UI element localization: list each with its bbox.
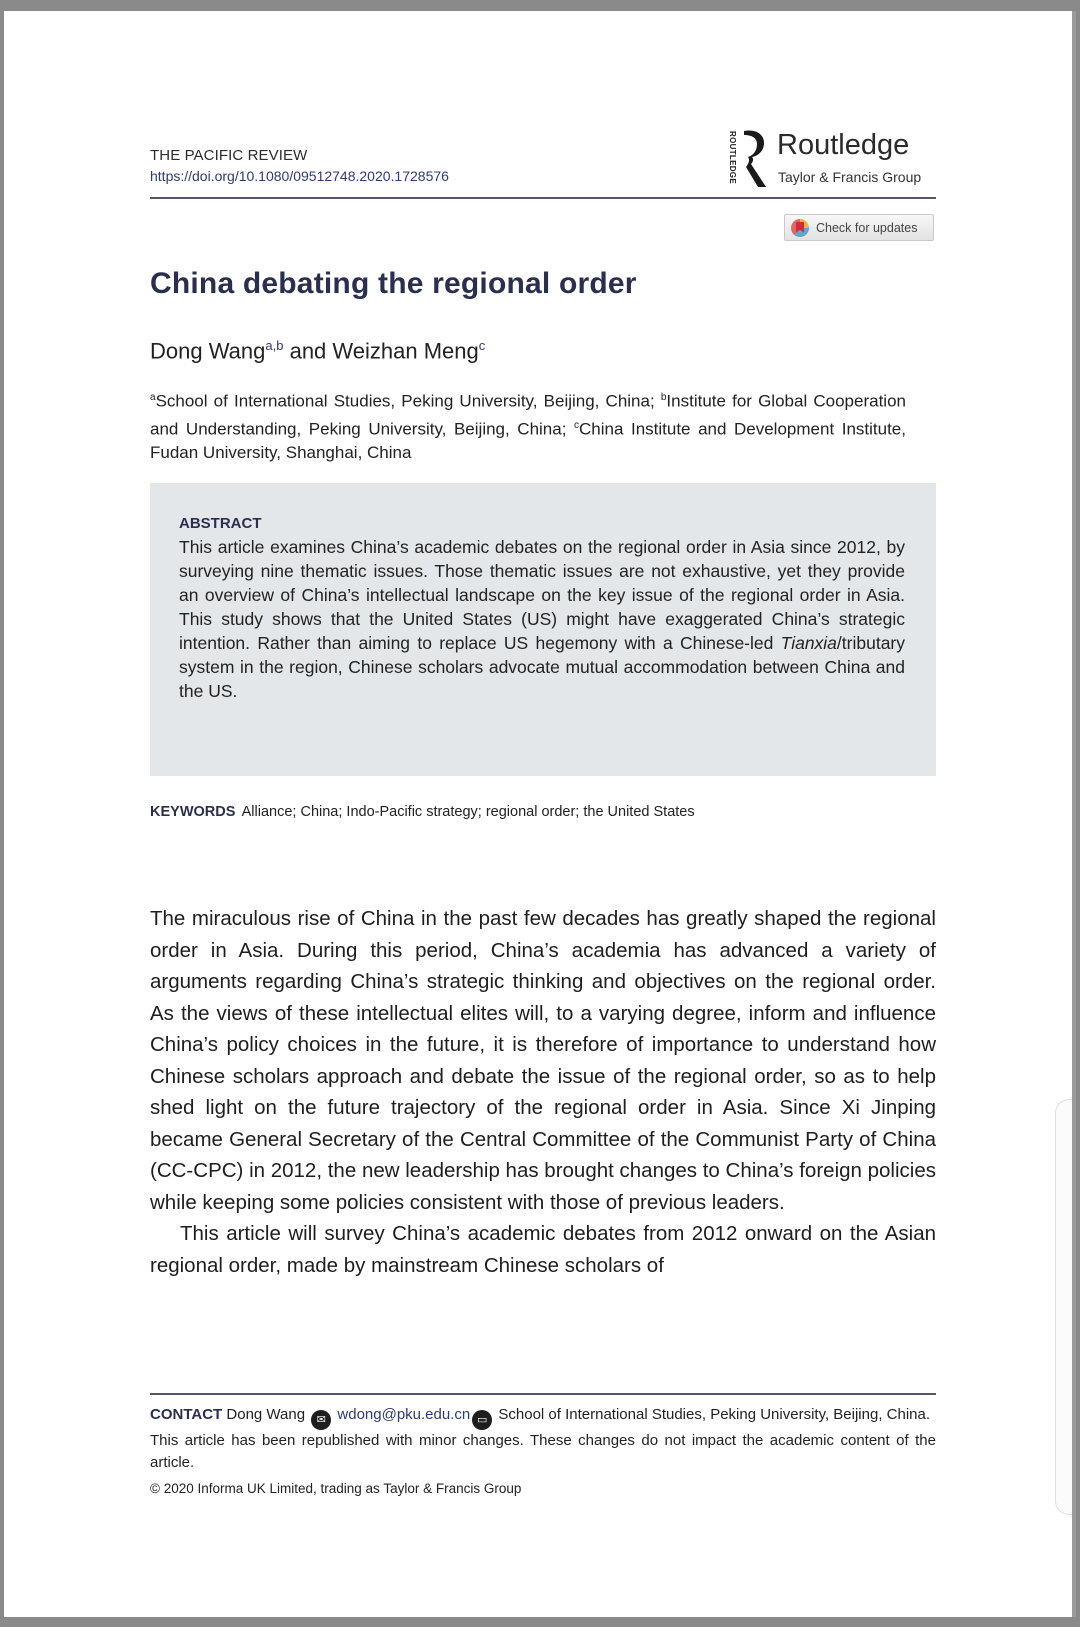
affiliation-text: School of International Studies, Peking University, Beijing, China; [155,391,655,411]
affiliations [150,386,906,465]
logo-side-text: ROUTLEDGE [727,131,737,184]
publisher-group: Taylor & Francis Group [778,169,922,185]
republished-note: This article has been republished with minor changes. These changes do not impact the academic content of the article. [150,1432,936,1471]
crossmark-icon [791,219,809,237]
affiliation-mark: c [574,419,579,431]
abstract-heading: ABSTRACT [179,515,262,532]
publisher-logo [724,129,939,191]
author-affiliation-mark[interactable]: c [478,338,486,353]
contact-email-link[interactable]: wdong@pku.edu.cn [337,1406,471,1423]
document-viewer [4,11,1076,1617]
author-affiliation-mark[interactable]: a,b [265,338,284,353]
author-list [150,338,485,364]
scrollbar-handle[interactable] [1055,1099,1072,1515]
doi-link[interactable]: https://doi.org/10.1080/09512748.2020.1728576 [150,168,449,184]
address-card-icon: ▭ [472,1410,492,1430]
scrollbar-track[interactable] [1072,11,1076,1617]
affiliation-text: China Institute and Development Institute, Fudan University, Shanghai, China [150,419,906,463]
keywords [150,804,695,820]
body-paragraph: The miraculous rise of China in the past few decades has greatly shaped the regional order in Asia. During this period, China’s academia has advanced a variety of arguments regarding China’s strategic thinking and objectives on the regional order. As the views of these intellectual elites will, to a varying degree, inform and influence China’s policy choices in the future, it is therefore of importance to understand how Chinese scholars approach and debate the issue of the regional order, so as to help shed light on the future trajectory of the regional order in Asia. Since Xi Jinping became General Secretary of the Central Committee of the Communist Party of China (CC-CPC) in 2012, the new leadership has brought changes to China’s foreign policies while keeping some policies consistent with those of previous leaders. [150,907,936,1214]
article-body [150,903,936,1281]
author-name: Dong Wang [150,338,266,364]
abstract-italic-term: Tianxia [780,633,837,653]
article-title: China debating the regional order [150,267,637,300]
envelope-icon: ✉ [311,1410,331,1430]
author-name: Weizhan Meng [332,338,479,364]
contact-label: CONTACT [150,1406,223,1423]
journal-name: THE PACIFIC REVIEW [150,147,308,164]
pdf-page [4,11,1076,1617]
footnotes [150,1404,936,1500]
contact-name: Dong Wang [226,1406,306,1423]
abstract-text-part: This article examines China’s academic debates on the regional order in Asia since 2012, by surveying nine thematic issues. Those thematic issues are not exhaustive, yet they provide an overview of China’s intellectual landscape on the key issue of the regional order in Asia. This study shows that the United States (US) might have exaggerated China’s strategic intention. Rather than aiming to replace US hegemony with a Chinese-led [179,537,905,653]
routledge-r-logo-icon [740,129,768,189]
copyright-notice: © 2020 Informa UK Limited, trading as Taylor & Francis Group [150,1481,522,1496]
header-divider [150,197,936,199]
body-paragraph: This article will survey China’s academic debates from 2012 onward on the Asian regional order, made by mainstream Chinese scholars of [150,1222,936,1277]
check-for-updates-button[interactable] [784,214,934,241]
keywords-list: Alliance; China; Indo-Pacific strategy; regional order; the United States [241,804,695,820]
abstract-box [150,483,936,776]
keywords-label: KEYWORDS [150,804,236,820]
affiliation-text: Institute for Global Cooperation and Understanding, Peking University, Beijing, China; [150,391,906,439]
contact-address: School of International Studies, Peking University, Beijing, China. [498,1406,931,1423]
contact-info [150,1404,936,1430]
author-joiner: and [289,338,327,364]
footer-divider [150,1393,936,1395]
abstract-text [179,535,905,703]
affiliation-mark: a [150,392,156,403]
check-updates-label: Check for updates [816,220,918,235]
abstract-text-part: /tributary system in the region, Chinese scholars advocate mutual accommodation between China and the US. [179,633,905,701]
publisher-name: Routledge [777,129,910,161]
affiliation-mark: b [660,392,667,403]
